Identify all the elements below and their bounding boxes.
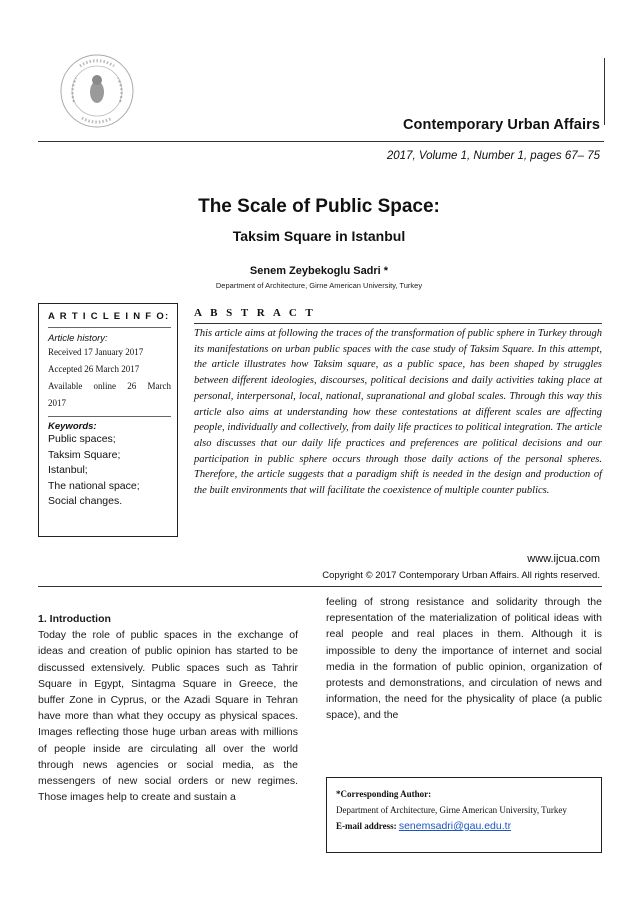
- keyword-item: Istanbul;: [48, 464, 88, 476]
- corresponding-author-box: [326, 777, 602, 853]
- abstract-text: This article aims at following the traces of the transformation of public sphere in Turkey through its manifestations on urban public spaces with the case study of Taksim Square. In this attempt, the article illustrates how Taksim square, as a public space, has been shaped by struggles between different ideologies, discourses, political decisions and daily activities taking place at personal, interpersonal, local, national, supranational and global scales. Through this way this article also aims at understanding how these contestations at different scales are affecting people, individually and collectively, from daily life practices to political integration. The article also discusses that our daily life practices and preferences are political decisions and our participation in public sphere occurs through those daily actions of the personal spheres. Therefore, the article suggests that a paradigm shift is needed in the design and production of the built environments that will facilitate the coexistence of multiple counter publics.: [194, 328, 602, 497]
- abstract-rule: [194, 323, 602, 324]
- introduction-paragraph: Today the role of public spaces in the exchange of ideas and creation of public opinion has started to be discussed extensively. Public spaces such as Tahrir Square in Egypt, Sintagma Square in Greece, the buffer Zone in Cyprus, or the Azadi Square in Tehran have more than what they occupy as physical spaces. Images reflecting those huge urban areas with millions of people inside are circulating all over the world through news agencies or social media, as the messengers of new social orders or new regimes. Those images help to create and sustain a: [38, 629, 298, 804]
- copyright-rule: [38, 586, 602, 587]
- keyword-item: The national space;: [48, 479, 140, 492]
- header-vertical-rule: [604, 58, 605, 125]
- journal-website: www.ijcua.com: [527, 553, 600, 565]
- copyright-notice: Copyright © 2017 Contemporary Urban Affairs. All rights reserved.: [322, 570, 600, 581]
- journal-seal-logo: [58, 52, 136, 130]
- email-label: E-mail address:: [336, 821, 397, 831]
- introduction-paragraph-continued: feeling of strong resistance and solidarity through the representation of the materialization of political ideas with real people and real places in them. Although it is impossible to deny the importance of internet and social media in the formation of public opinion, organization of protests and demonstrations, and circulation of news and information, the need for the physicality of place (a public space), and the: [326, 596, 602, 722]
- keywords-label: Keywords:: [48, 421, 97, 432]
- header-rule: [38, 141, 604, 142]
- author-affiliation: Department of Architecture, Girne American University, Turkey: [215, 281, 423, 290]
- keyword-item: Public spaces;: [48, 433, 116, 445]
- received-date: Received 17 January 2017: [48, 347, 144, 357]
- accepted-date: Accepted 26 March 2017: [48, 364, 140, 374]
- article-history-label: Article history:: [48, 333, 108, 344]
- available-online-date: Available online 26 March: [48, 381, 171, 391]
- article-info-heading: A R T I C L E I N F O:: [48, 311, 171, 328]
- author-email-link[interactable]: senemsadri@gau.edu.tr: [398, 820, 512, 832]
- article-title: The Scale of Public Space:: [198, 196, 440, 217]
- corresponding-author-heading: *Corresponding Author:: [336, 789, 432, 799]
- body-right-column: [326, 594, 602, 724]
- article-subtitle: Taksim Square in Istanbul: [232, 228, 406, 244]
- body-left-column: [38, 611, 298, 805]
- corresponding-author-address: Department of Architecture, Girne American University, Turkey: [336, 805, 567, 815]
- article-info-box: [38, 303, 178, 537]
- keyword-item: Social changes.: [48, 495, 123, 507]
- keyword-item: Taksim Square;: [48, 448, 121, 461]
- article-author: Senem Zeybekoglu Sadri *: [249, 265, 389, 277]
- abstract-heading: A B S T R A C T: [194, 307, 316, 319]
- available-online-year: 2017: [48, 398, 66, 408]
- volume-info: 2017, Volume 1, Number 1, pages 67– 75: [386, 150, 600, 162]
- info-separator: [48, 416, 171, 417]
- journal-name: Contemporary Urban Affairs: [402, 117, 600, 133]
- section-heading-introduction: 1. Introduction: [38, 613, 111, 625]
